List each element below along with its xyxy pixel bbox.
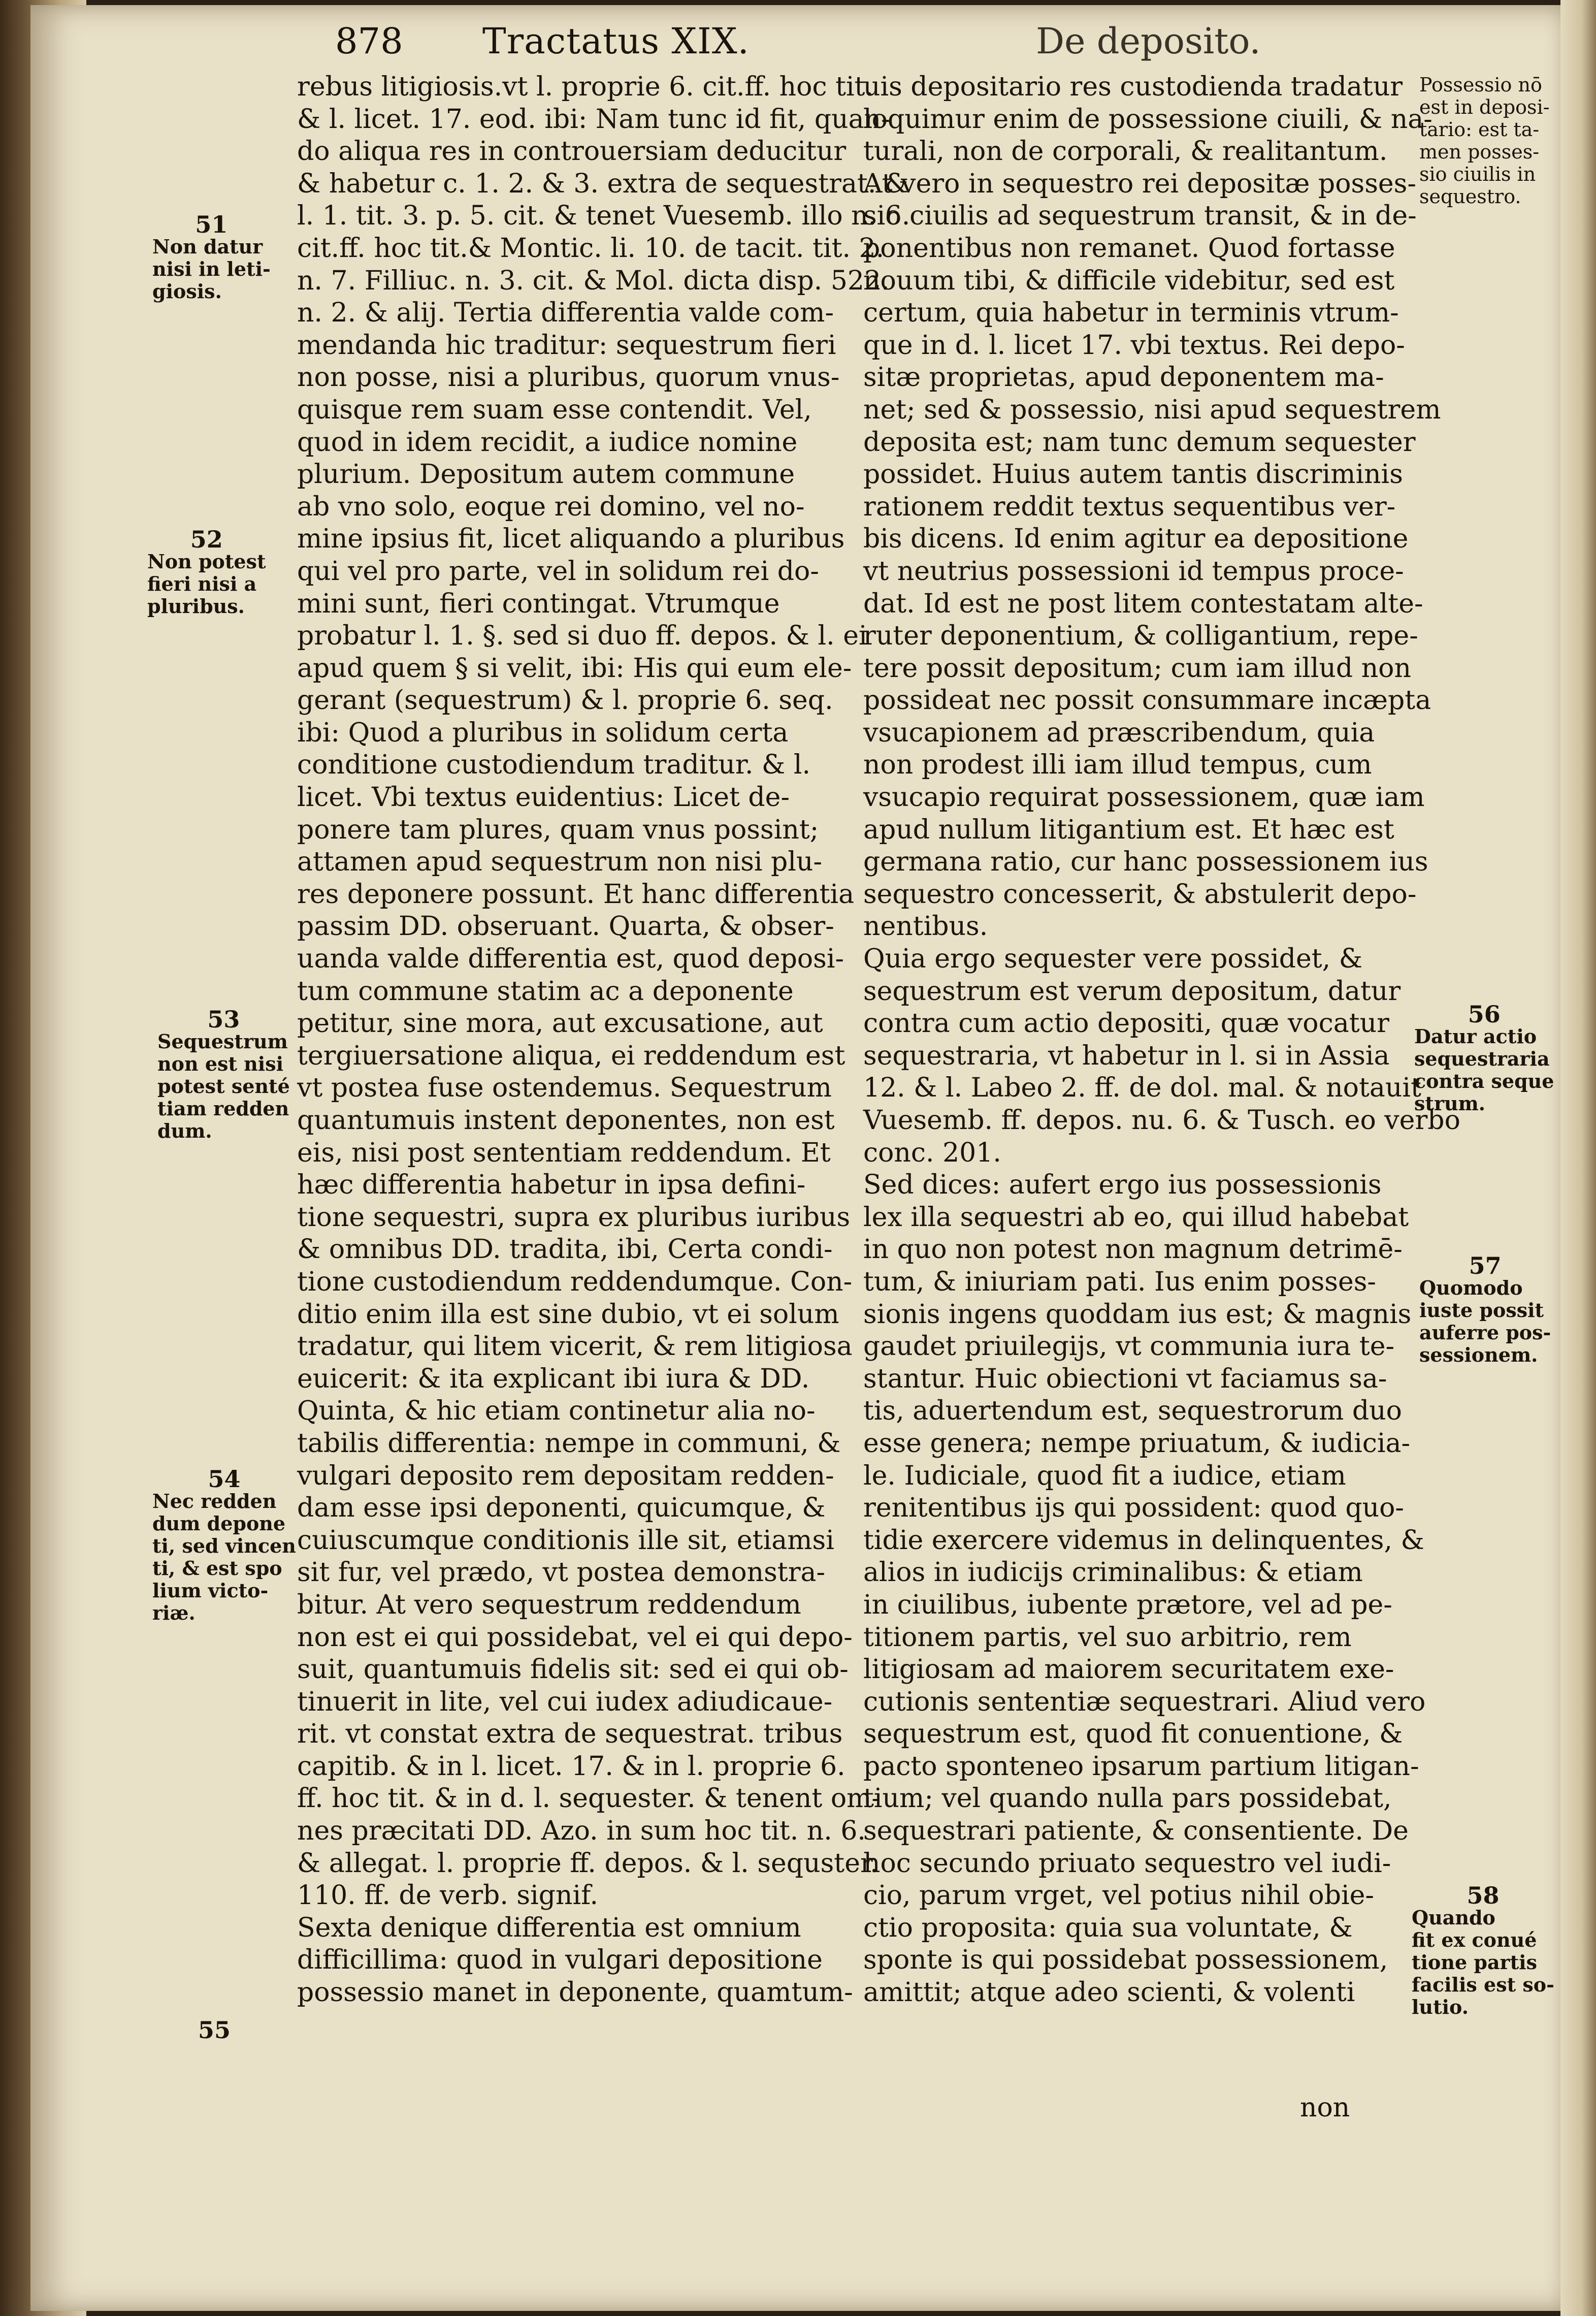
text-line: stantur. Huic obiectioni vt faciamus sa- — [863, 1363, 1387, 1394]
text-line: res deponere possunt. Et hanc differentia — [297, 879, 855, 910]
note-line: Nec redden — [152, 1490, 277, 1513]
text-line: cio, parum vrget, vel potius nihil obie- — [863, 1880, 1374, 1911]
text-line: tere possit depositum; cum iam illud non — [863, 653, 1411, 684]
text-line: ditio enim illa est sine dubio, vt ei solum — [297, 1299, 839, 1330]
text-line: dat. Id est ne post litem contestatam alte- — [863, 588, 1423, 619]
text-line: passim DD. obseruant. Quarta, & obser- — [297, 911, 834, 942]
note-line: Non datur — [152, 235, 263, 258]
note-line: dum depone — [152, 1512, 286, 1535]
note-line: potest senté — [157, 1075, 290, 1098]
text-line: quantumuis instent deponentes, non est — [297, 1105, 835, 1136]
margin-note-58 — [1412, 1884, 1554, 2018]
note-line: giosis. — [152, 280, 222, 303]
note-line: auferre pos- — [1419, 1321, 1551, 1344]
left-text-column — [297, 71, 910, 2009]
text-line: ponentibus non remanet. Quod fortasse — [863, 233, 1395, 264]
text-line: ruter deponentium, & colligantium, repe- — [863, 621, 1418, 652]
note-line: riæ. — [152, 1601, 196, 1624]
text-line: quisque rem suam esse contendit. Vel, — [297, 394, 812, 425]
note-line: Quando — [1412, 1906, 1495, 1929]
text-line: & omnibus DD. tradita, ibi, Certa condi- — [297, 1234, 833, 1265]
margin-note-57 — [1419, 1254, 1551, 1366]
margin-note-55 — [198, 2016, 231, 2044]
note-line: tione partis — [1412, 1951, 1537, 1974]
text-line: vulgari deposito rem depositam redden- — [297, 1460, 834, 1491]
text-line: gaudet priuilegijs, vt communia iura te- — [863, 1331, 1395, 1362]
margin-note-possessio — [1419, 74, 1550, 208]
text-line: rationem reddit textus sequentibus ver- — [863, 491, 1396, 522]
text-line: sponte is qui possidebat possessionem, — [863, 1945, 1388, 1976]
text-line: litigiosam ad maiorem securitatem exe- — [863, 1654, 1394, 1685]
text-line: loquimur enim de possessione ciuili, & na- — [863, 104, 1432, 135]
text-line: bitur. At vero sequestrum reddendum — [297, 1589, 801, 1620]
text-line: difficillima: quod in vulgari depositione — [297, 1945, 823, 1976]
text-line: At vero in sequestro rei depositæ posses- — [863, 168, 1416, 199]
text-line: sitæ proprietas, apud deponentem ma- — [863, 362, 1384, 393]
text-line: tergiuersatione aliqua, ei reddendum est — [297, 1040, 845, 1071]
margin-note-53 — [157, 1008, 290, 1142]
text-line: bis dicens. Id enim agitur ea depositione — [863, 524, 1409, 555]
text-line: pacto sponteneo ipsarum partium litigan- — [863, 1751, 1419, 1782]
text-line: uanda valde differentia est, quod deposi- — [297, 944, 844, 975]
text-line: eis, nisi post sententiam reddendum. Et — [297, 1137, 831, 1168]
text-line: tinuerit in lite, vel cui iudex adiudicaue- — [297, 1686, 833, 1717]
text-line: qui vel pro parte, vel in solidum rei do- — [297, 556, 819, 587]
page-header — [335, 20, 1412, 66]
text-line: nouum tibi, & difficile videbitur, sed est — [863, 265, 1395, 296]
text-line: in ciuilibus, iubente prætore, vel ad pe- — [863, 1589, 1392, 1620]
text-line: ponere tam plures, quam vnus possint; — [297, 814, 819, 845]
note-line: Quomodo — [1419, 1276, 1523, 1299]
text-line: sequestro concesserit, & abstulerit depo- — [863, 879, 1417, 910]
note-number: 56 — [1468, 1001, 1501, 1028]
note-line: Sequestrum — [157, 1030, 288, 1053]
note-line: tario: est ta- — [1419, 118, 1540, 141]
text-line: mine ipsius fit, licet aliquando a pluribus — [297, 524, 845, 555]
text-line: certum, quia habetur in terminis vtrum- — [863, 298, 1399, 329]
text-line: tione sequestri, supra ex pluribus iuribus — [297, 1202, 851, 1233]
note-line: fit ex conué — [1412, 1928, 1537, 1951]
text-line: possideat nec possit consummare incæpta — [863, 685, 1431, 716]
text-line: rit. vt constat extra de sequestrat. tribus — [297, 1719, 843, 1750]
note-number: 54 — [208, 1465, 241, 1493]
text-line: Quia ergo sequester vere possidet, & — [863, 944, 1362, 975]
text-line: hoc secundo priuato sequestro vel iudi- — [863, 1848, 1391, 1879]
text-line: cutionis sententiæ sequestrari. Aliud vero — [863, 1686, 1426, 1717]
text-line: euicerit: & ita explicant ibi iura & DD. — [297, 1363, 810, 1394]
note-line: sequestraria — [1414, 1047, 1550, 1070]
text-line: possessio manet in deponente, quamtum- — [297, 1977, 853, 2008]
text-line: vsucapionem ad præscribendum, quia — [863, 717, 1375, 748]
note-line: dum. — [157, 1119, 212, 1142]
text-line: suit, quantumuis fidelis sit: sed ei qui ob- — [297, 1654, 849, 1685]
note-line: lium victo- — [152, 1579, 269, 1602]
text-line: probatur l. 1. §. sed si duo ff. depos. & l. ei — [297, 621, 867, 652]
text-line: amittit; atque adeo scienti, & volenti — [863, 1977, 1355, 2008]
note-number: 52 — [190, 526, 223, 553]
catchword: non — [1300, 2093, 1350, 2123]
text-line: 110. ff. de verb. signif. — [297, 1880, 599, 1911]
text-line: ab vno solo, eoque rei domino, vel no- — [297, 491, 805, 522]
running-title: Tractatus XIX. — [482, 20, 750, 62]
margin-note-51 — [152, 213, 271, 303]
text-line: renitentibus ijs qui possident: quod quo- — [863, 1493, 1404, 1524]
text-line: 12. & l. Labeo 2. ff. de dol. mal. & notauit — [863, 1073, 1421, 1104]
text-line: sequestraria, vt habetur in l. si in Assia — [863, 1040, 1390, 1071]
text-line: n. 7. Filliuc. n. 3. cit. & Mol. dicta disp. 522. — [297, 265, 890, 296]
text-line: tione custodiendum reddendumque. Con- — [297, 1266, 853, 1297]
note-line: tiam redden — [157, 1097, 289, 1120]
note-line: men posses- — [1419, 141, 1540, 163]
text-line: capitib. & in l. licet. 17. & in l. proprie 6. — [297, 1751, 845, 1782]
note-line: strum. — [1414, 1092, 1486, 1115]
text-line: non posse, nisi a pluribus, quorum vnus- — [297, 362, 840, 393]
text-line: tradatur, qui litem vicerit, & rem litigiosa — [297, 1331, 853, 1362]
text-line: sit fur, vel prædo, vt postea demonstra- — [297, 1557, 826, 1588]
text-line: tidie exercere videmus in delinquentes, & — [863, 1525, 1424, 1556]
text-line: n. 2. & alij. Tertia differentia valde com- — [297, 298, 834, 329]
text-line: tium; vel quando nulla pars possidebat, — [863, 1783, 1392, 1814]
text-line: nentibus. — [863, 911, 988, 942]
running-head-right: De deposito. — [1036, 20, 1261, 62]
note-line: Non potest — [147, 550, 266, 573]
text-line: Sexta denique differentia est omnium — [297, 1912, 801, 1943]
text-line: sionis ingens quoddam ius est; & magnis — [863, 1299, 1412, 1330]
text-line: ff. hoc tit. & in d. l. sequester. & tenent om- — [297, 1783, 881, 1814]
margin-note-56 — [1414, 1003, 1554, 1115]
text-line: conc. 201. — [863, 1137, 1001, 1168]
note-line: sessionem. — [1419, 1343, 1538, 1366]
text-line: dam esse ipsi deponenti, quicumque, & — [297, 1493, 826, 1524]
note-number: 58 — [1467, 1882, 1500, 1909]
margin-note-52 — [147, 528, 266, 618]
text-line: uis depositario res custodienda tradatur — [863, 72, 1403, 102]
text-line: hæc differentia habetur in ipsa defini- — [297, 1170, 806, 1201]
note-line: Possessio nō — [1419, 74, 1542, 96]
text-line: & habetur c. 1. 2. & 3. extra de sequestrat. & — [297, 168, 908, 199]
text-line: vt neutrius possessioni id tempus proce- — [863, 556, 1404, 587]
text-line: plurium. Depositum autem commune — [297, 459, 795, 490]
note-line: sio ciuilis in — [1419, 163, 1536, 185]
text-line: tum, & iniuriam pati. Ius enim posses- — [863, 1266, 1376, 1297]
text-line: tis, aduertendum est, sequestrorum duo — [863, 1396, 1402, 1427]
text-line: apud quem § si velit, ibi: His qui eum ele- — [297, 653, 852, 684]
text-line: net; sed & possessio, nisi apud sequestrem — [863, 394, 1441, 425]
text-line: germana ratio, cur hanc possessionem ius — [863, 847, 1428, 878]
text-line: non prodest illi iam illud tempus, cum — [863, 750, 1372, 781]
text-line: vsucapio requirat possessionem, quæ iam — [863, 782, 1425, 813]
note-number: 55 — [198, 2016, 231, 2044]
note-line: fieri nisi a — [147, 572, 257, 595]
margin-note-54 — [152, 1465, 296, 1624]
text-line: vt postea fuse ostendemus. Sequestrum — [297, 1073, 832, 1104]
note-line: est in deposi- — [1419, 96, 1550, 118]
text-line: gerant (sequestrum) & l. proprie 6. seq. — [297, 685, 833, 716]
page-edge — [1560, 0, 1596, 2316]
page-number: 878 — [335, 20, 403, 62]
text-line: do aliqua res in controuersiam deducitur — [297, 136, 846, 167]
note-line: ti, sed vincen — [152, 1534, 296, 1557]
text-line: turali, non de corporali, & realitantum. — [863, 136, 1388, 167]
text-line: lex illa sequestri ab eo, qui illud habebat — [863, 1202, 1409, 1233]
note-line: Datur actio — [1414, 1025, 1537, 1048]
note-line: nisi in leti- — [152, 258, 271, 280]
text-line: alios in iudicijs criminalibus: & etiam — [863, 1557, 1363, 1588]
text-line: esse genera; nempe priuatum, & iudicia- — [863, 1428, 1411, 1459]
text-line: nes præcitati DD. Azo. in sum hoc tit. n. 6. — [297, 1816, 866, 1847]
text-line: mendanda hic traditur: sequestrum fieri — [297, 330, 836, 361]
text-line: le. Iudiciale, quod fit a iudice, etiam — [863, 1460, 1346, 1491]
text-line: Quinta, & hic etiam continetur alia no- — [297, 1396, 816, 1427]
note-line: iuste possit — [1419, 1299, 1544, 1322]
note-number: 51 — [195, 211, 228, 238]
text-line: sequestrum est, quod fit conuentione, & — [863, 1719, 1403, 1750]
text-line: petitur, sine mora, aut excusatione, aut — [297, 1008, 823, 1039]
text-line: & l. licet. 17. eod. ibi: Nam tunc id fit, quan- — [297, 104, 890, 135]
text-line: ctio proposita: quia sua voluntate, & — [863, 1912, 1353, 1943]
text-line: licet. Vbi textus euidentius: Licet de- — [297, 782, 790, 813]
text-line: Sed dices: aufert ergo ius possessionis — [863, 1170, 1382, 1201]
note-number: 57 — [1469, 1252, 1502, 1279]
text-line: contra cum actio depositi, quæ vocatur — [863, 1008, 1389, 1039]
text-line: que in d. l. licet 17. vbi textus. Rei depo- — [863, 330, 1405, 361]
text-line: possidet. Huius autem tantis discriminis — [863, 459, 1403, 490]
text-line: non est ei qui possidebat, vel ei qui depo- — [297, 1622, 853, 1653]
note-line: sequestro. — [1419, 185, 1521, 208]
text-line: deposita est; nam tunc demum sequester — [863, 427, 1416, 458]
note-line: non est nisi — [157, 1052, 284, 1075]
text-line: cit.ff. hoc tit.& Montic. li. 10. de tacit. tit. 2. — [297, 233, 885, 264]
text-line: tabilis differentia: nempe in communi, & — [297, 1428, 841, 1459]
text-line: sio ciuilis ad sequestrum transit, & in de- — [863, 201, 1417, 232]
note-number: 53 — [207, 1006, 240, 1033]
text-line: & allegat. l. proprie ff. depos. & l. sequster. — [297, 1848, 878, 1879]
right-text-column — [863, 71, 1460, 2009]
text-line: sequestrari patiente, & consentiente. De — [863, 1816, 1409, 1847]
text-line: quod in idem recidit, a iudice nomine — [297, 427, 798, 458]
text-line: attamen apud sequestrum non nisi plu- — [297, 847, 823, 878]
text-line: ibi: Quod a pluribus in solidum certa — [297, 717, 789, 748]
text-line: rebus litigiosis.vt l. proprie 6. cit.ff. hoc tit. — [297, 72, 874, 102]
text-line: tum commune statim ac a deponente — [297, 976, 794, 1007]
note-line: pluribus. — [147, 595, 245, 618]
text-line: l. 1. tit. 3. p. 5. cit. & tenet Vuesemb. illo n. 6. — [297, 201, 910, 232]
text-line: cuiuscumque conditionis ille sit, etiamsi — [297, 1525, 834, 1556]
text-line: sequestrum est verum depositum, datur — [863, 976, 1401, 1007]
text-line: titionem partis, vel suo arbitrio, rem — [863, 1622, 1352, 1653]
note-line: ti, & est spo — [152, 1557, 282, 1580]
note-line: lutio. — [1412, 1996, 1469, 2018]
text-line: conditione custodiendum traditur. & l. — [297, 750, 811, 781]
text-line: mini sunt, fieri contingat. Vtrumque — [297, 588, 780, 619]
text-line: Vuesemb. ff. depos. nu. 6. & Tusch. eo verbo — [863, 1105, 1460, 1136]
note-line: contra seque — [1414, 1070, 1554, 1092]
note-line: facilis est so- — [1412, 1973, 1554, 1996]
text-line: apud nullum litigantium est. Et hæc est — [863, 814, 1394, 845]
text-line: in quo non potest non magnum detrimē- — [863, 1234, 1403, 1265]
